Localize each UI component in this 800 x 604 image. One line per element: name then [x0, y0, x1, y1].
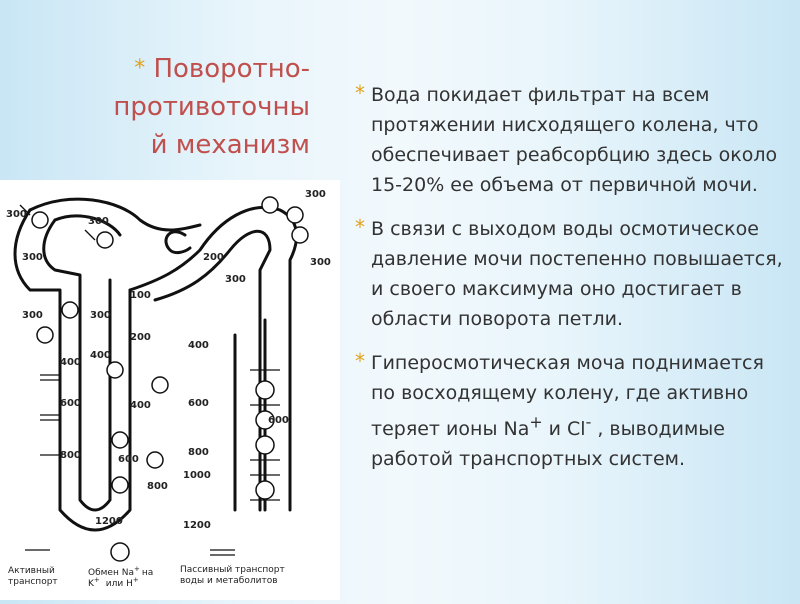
bullet-item	[355, 348, 785, 474]
title-star-icon: *	[134, 56, 146, 81]
bullet-item	[355, 80, 785, 200]
transport-circle	[152, 377, 168, 393]
legend-active-label: транспорт	[8, 577, 58, 587]
glomerulus-curve	[30, 199, 200, 230]
bullet-star-icon: *	[355, 215, 365, 239]
transport-circle	[112, 432, 128, 448]
bullet-star-icon: *	[355, 81, 365, 105]
bullet-star-icon: *	[355, 349, 365, 373]
value-label: 300	[310, 257, 331, 268]
value-label: 600	[268, 415, 289, 426]
bullet-text: Вода покидает фильтрат на всем протяжении нисходящего колена, что обеспечивает реабсорбцию здесь около 15-20% ее объема от первичной мочи.	[371, 84, 778, 196]
slide-title	[60, 50, 310, 164]
legend-exchange-circle	[111, 543, 129, 561]
value-label: 300	[88, 216, 109, 227]
transport-circle	[147, 452, 163, 468]
legend-active-label: Активный	[8, 566, 55, 576]
value-label: 300	[6, 209, 27, 220]
value-label: 1200	[183, 520, 211, 531]
value-label: 800	[147, 481, 168, 492]
transport-arrow	[85, 230, 95, 240]
value-label: 1200	[95, 516, 123, 527]
value-label: 400	[188, 340, 209, 351]
bullet-list	[355, 80, 785, 488]
transport-circle	[107, 362, 123, 378]
title-line-3: й механизм	[150, 130, 310, 160]
value-label: 300	[225, 274, 246, 285]
bullet-text: Гиперосмотическая моча поднимается по восходящему колену, где активно теряет ионы Na+ и Cl- , выводимые работой транспортных систем.	[371, 352, 764, 471]
bullet-item	[355, 214, 785, 334]
legend-exchange-label: K+ или H+	[88, 576, 139, 589]
legend-passive-label: воды и метаболитов	[180, 576, 278, 586]
value-label: 200	[203, 252, 224, 263]
title-line-2: противоточны	[113, 92, 310, 122]
transport-circle	[292, 227, 308, 243]
c-shape	[166, 232, 190, 253]
value-label: 100	[130, 290, 151, 301]
value-label: 300	[22, 252, 43, 263]
transport-circle	[32, 212, 48, 228]
title-line-1	[60, 50, 310, 88]
transport-circle	[97, 232, 113, 248]
value-label: 300	[305, 189, 326, 200]
nephron-loop-diagram	[0, 180, 340, 600]
transport-circle	[256, 481, 274, 499]
value-label: 300	[22, 310, 43, 321]
transport-circle	[287, 207, 303, 223]
value-label: 1000	[183, 470, 211, 481]
transport-circle	[256, 381, 274, 399]
value-label: 200	[130, 332, 151, 343]
transport-circle	[256, 436, 274, 454]
value-label: 600	[118, 454, 139, 465]
value-label: 400	[130, 400, 151, 411]
value-label: 800	[188, 447, 209, 458]
title-line-1-text: Поворотно-	[153, 54, 310, 84]
value-label: 600	[188, 398, 209, 409]
bullet-text: В связи с выходом воды осмотическое давление мочи постепенно повышается, и своего максимума оно достигает в области поворота петли.	[371, 218, 783, 330]
transport-circle	[62, 302, 78, 318]
value-label: 400	[90, 350, 111, 361]
nephron-loop-svg	[0, 180, 340, 600]
value-label: 800	[60, 450, 81, 461]
legend-passive-label: Пассивный транспорт	[180, 565, 285, 575]
transport-circle	[112, 477, 128, 493]
value-label: 400	[60, 357, 81, 368]
legend-exchange-label: Обмен Na+ на	[88, 565, 154, 578]
value-label: 300	[90, 310, 111, 321]
transport-circle	[37, 327, 53, 343]
value-label: 600	[60, 398, 81, 409]
transport-circle	[262, 197, 278, 213]
